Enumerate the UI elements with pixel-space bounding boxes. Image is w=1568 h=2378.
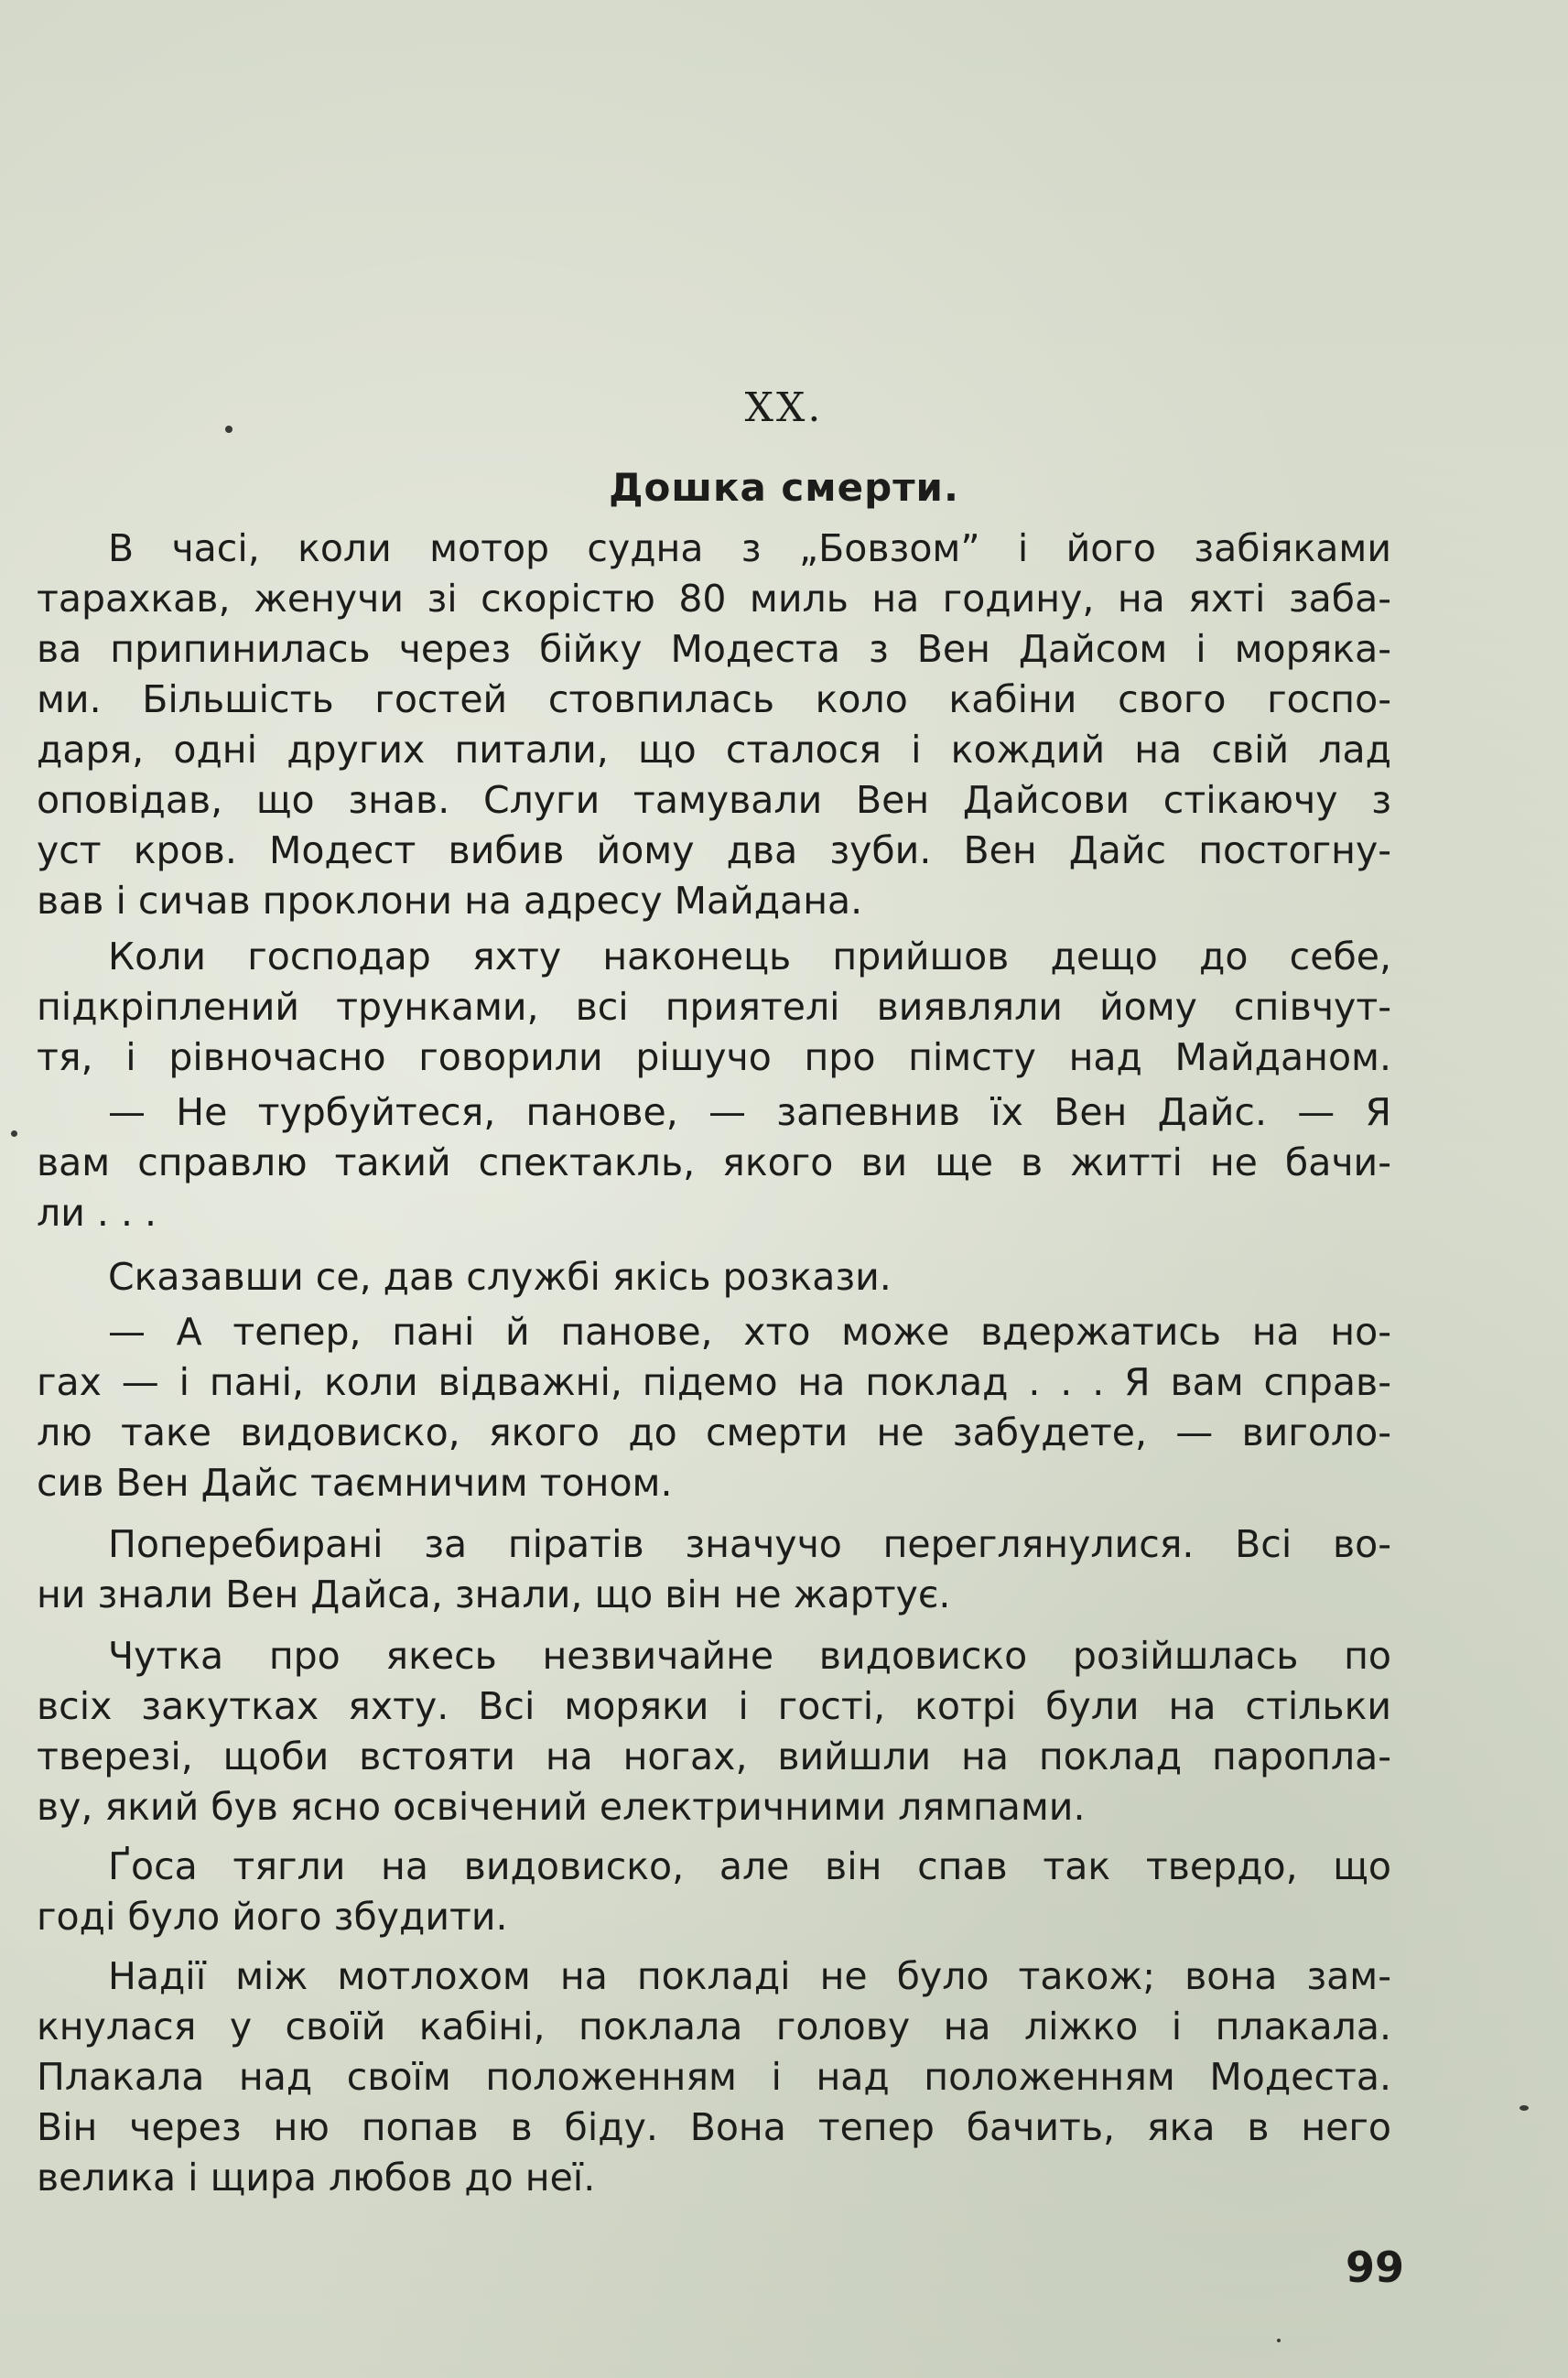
text-line: — Не турбуйтеся, панове, — запевнив їх Вен Дайс. — Я [108,1090,1391,1134]
text-line: гах — і пані, коли відважні, підемо на поклад . . . Я вам справ- [37,1360,1391,1404]
text-line: тя, і рівночасно говорили рішучо про пімсту над Майданом. [37,1035,1391,1079]
chapter-title: Дошка смерти. [609,465,959,510]
text-line: Він через ню попав в біду. Вона тепер бачить, яка в него [37,2105,1391,2149]
text-line: тверезі, щоби встояти на ногах, вийшли на поклад паропла- [37,1735,1391,1778]
paper-speck [1519,2105,1529,2111]
text-line: ва припинилась через бійку Модеста з Вен Дайсом і моряка- [37,627,1391,671]
text-line: Надії між мотлохом на покладі не було також; вона зам- [108,1954,1391,1998]
text-line: кнулася у своїй кабіні, поклала голову на ліжко і плакала. [37,2005,1391,2048]
text-line: Плакала над своїм положенням і над положенням Модеста. [37,2055,1391,2099]
text-line: сив Вен Дайс таємничим тоном. [37,1461,673,1505]
text-line: велика і щира любов до неї. [37,2156,596,2200]
page-number: 99 [1346,2243,1405,2292]
text-line: всіх закутках яхту. Всі моряки і гості, котрі були на стільки [37,1684,1391,1728]
paper-speck [1277,2339,1281,2342]
text-line: підкріплений трунками, всі приятелі виявляли йому співчут- [37,985,1391,1029]
text-line: годі було його збудити. [37,1895,508,1939]
text-line: ву, який був ясно освічений електричними лямпами. [37,1785,1086,1829]
text-line: Чутка про якесь незвичайне видовиско розійшлась по [108,1634,1391,1678]
text-line: ли . . . [37,1191,157,1235]
text-line: оповідав, що знав. Слуги тамували Вен Дайсови стікаючу з [37,778,1391,822]
text-line: ни знали Вен Дайса, знали, що він не жартує. [37,1573,951,1616]
text-line: Поперебирані за піратів значучо переглянулися. Всі во- [108,1522,1391,1566]
text-line: Ґоса тягли на видовиско, але він спав так твердо, що [108,1844,1391,1888]
paper-speck [225,426,232,433]
text-line: вам справлю такий спектакль, якого ви ще в житті не бачи- [37,1140,1391,1184]
chapter-number: XX. [744,384,824,431]
text-line: Коли господар яхту наконець прийшов дещо до себе, [108,935,1391,978]
paper-speck [11,1130,17,1137]
text-line: уст кров. Модест вибив йому два зуби. Вен Дайс постогну- [37,828,1391,872]
text-line: лю таке видовиско, якого до смерти не забудете, — виголо- [37,1411,1391,1454]
text-line: тарахкав, женучи зі скорістю 80 миль на годину, на яхті заба- [37,577,1391,621]
text-line: Сказавши се, дав службі якісь розкази. [108,1255,892,1299]
text-line: даря, одні других питали, що сталося і кождий на свій лад [37,728,1391,772]
text-line: — А тепер, пані й панове, хто може вдержатись на но- [108,1310,1391,1354]
text-line: вав і сичав проклони на адресу Майдана. [37,879,863,923]
text-line: В часі, коли мотор судна з „Бовзом” і його забіяками [108,526,1391,570]
text-line: ми. Більшість гостей стовпилась коло кабіни свого госпо- [37,677,1391,721]
